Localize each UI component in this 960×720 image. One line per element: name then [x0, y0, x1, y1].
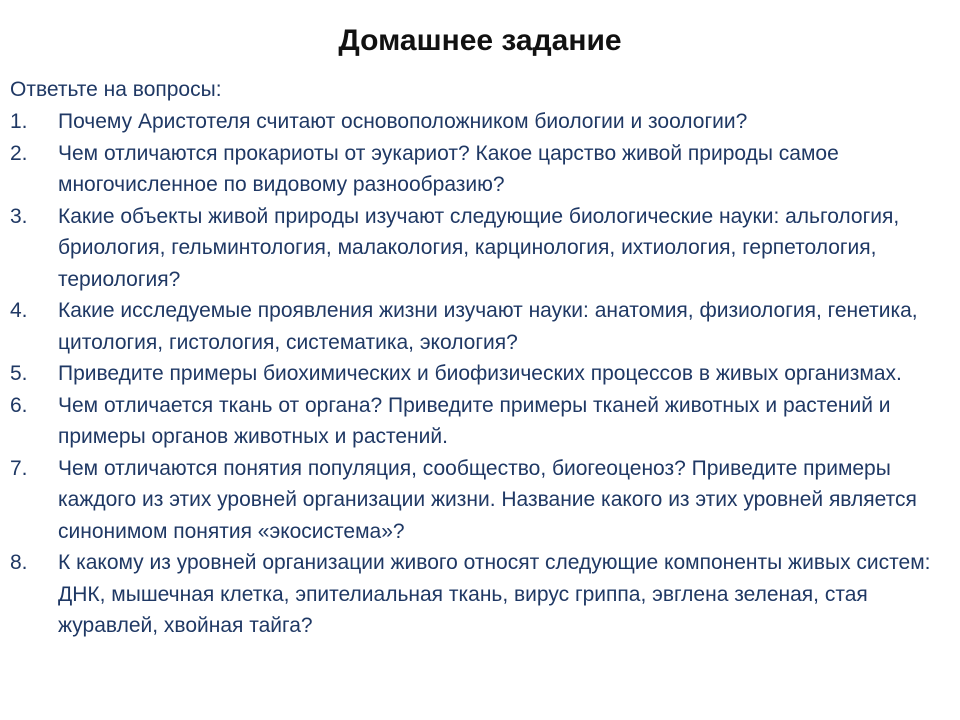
question-number: 5.	[10, 362, 28, 385]
question-text: Приведите примеры биохимических и биофизических процессов в живых организмах.	[58, 362, 902, 385]
list-item	[10, 201, 945, 296]
question-number: 7.	[10, 456, 28, 480]
list-item	[10, 453, 945, 548]
question-text: Чем отличаются понятия популяция, сообщество, биогеоценоз? Приведите примеры каждого из этих уровней организации жизни. Название какого из этих уровней является синонимом понятия «экосистема»?	[58, 456, 917, 543]
question-number: 4.	[10, 299, 28, 322]
list-item	[10, 358, 945, 390]
intro-text: Ответьте на вопросы:	[10, 78, 222, 101]
question-number: 3.	[10, 204, 28, 228]
question-text: Какие объекты живой природы изучают следующие биологические науки: альгология, бриология, гельминтология, малакология, карцинология, ихтиология, герпетология, териология?	[58, 204, 900, 291]
list-item	[10, 106, 945, 138]
list-item	[10, 295, 945, 358]
list-item	[10, 138, 945, 201]
page-title: Домашнее задание	[338, 24, 622, 57]
question-text: К какому из уровней организации живого относят следующие компоненты живых систем: ДНК, мышечная клетка, эпителиальная ткань, вирус гриппа, эвглена зеленая, стая журавлей, хвойная тайга?	[58, 551, 931, 637]
question-number: 8.	[10, 551, 28, 574]
question-text: Чем отличается ткань от органа? Приведите примеры тканей животных и растений и примеры органов животных и растений.	[58, 393, 891, 448]
list-item	[10, 390, 945, 453]
list-item	[10, 547, 945, 642]
question-text: Чем отличаются прокариоты от эукариот? Какое царство живой природы самое многочисленное по видовому разнообразию?	[58, 141, 839, 196]
question-number: 6.	[10, 393, 28, 417]
question-list	[10, 106, 945, 642]
question-text: Какие исследуемые проявления жизни изучают науки: анатомия, физиология, генетика, цитология, гистология, систематика, экология?	[58, 299, 918, 354]
question-number: 2.	[10, 141, 28, 165]
question-text: Почему Аристотеля считают основоположником биологии и зоологии?	[58, 110, 748, 133]
question-number: 1.	[10, 110, 28, 133]
